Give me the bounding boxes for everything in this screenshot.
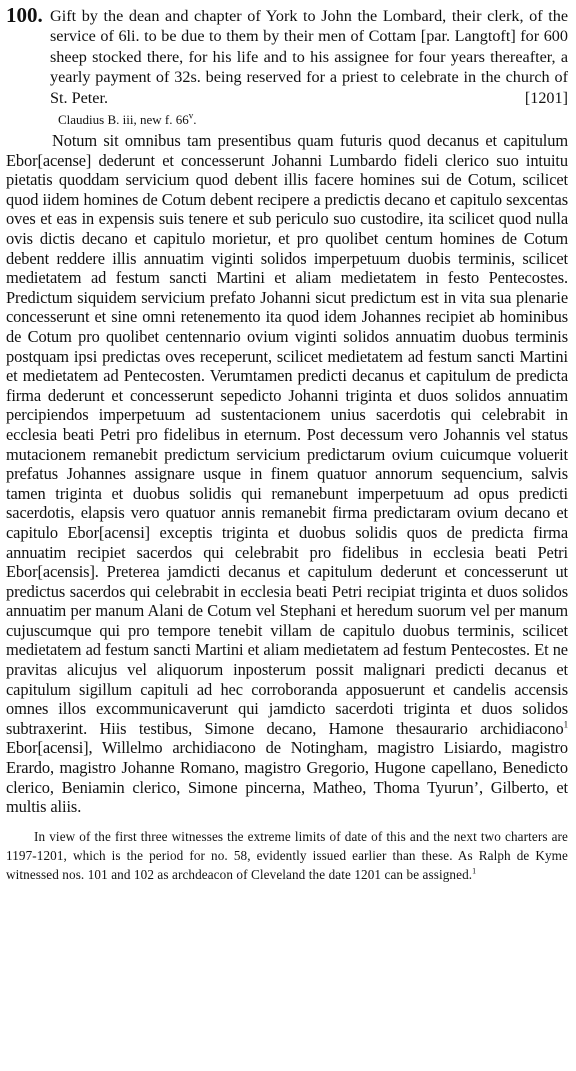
entry-summary [50,6,568,108]
note-footnote-mark: 1 [472,866,477,876]
source-ref-text: Claudius B. iii, new f. 66 [58,112,189,128]
charter-text-part2: Ebor[acensi], Willelmo archidiacono de Notingham, magistro Lisiardo, magistro Erardo, magistro Johanne Romano, magistro Gregorio, Hugone capellano, Benedicto clerico, Beniamin clerico, Simone pincerna, Matheo, Thoma Tyurun’, Gilberto, et multis aliis. [6,738,568,817]
charter-text [6,131,568,817]
source-ref-end: . [193,112,197,128]
entry-number: 100. [6,3,43,27]
source-reference [6,111,568,129]
entry-header [6,3,568,108]
entry-date: [1201] [524,88,568,107]
charter-text-part1: Notum sit omnibus tam presentibus quam futuris quod decanus et capitulum Ebor[acense] dederunt et concesserunt Johanni Lumbardo fideli clerico suo intuitu pietatis quoddam servicium quod debent illis facere homines sui de Cotum, scilicet quod iidem homines de Cotum debent recipere a predictis decano et capitulo sexcentas oves et eas in expensis suis tenere et sub periculo suo custodire, ita scilicet quod nulla ovis dictis decano et capitulo morietur, et pro quolibet centum homines de Cotum debent reddere illis annuatim viginti solidos imperpetuum duobis terminis, scilicet medietatem ad festum sancti Martini et aliam medietatem in festo Pentecostes. Predictum siquidem servicium prefato Johanni sicut predictum est in vita sua plenarie concesserunt et sine omni retenemento ita quod idem Johannes recipiet ab hominibus de Cotum pro quolibet centennario ovium viginti solidos annuatim duobus terminis postquam ipsi predictas oves receperunt, scilicet medietatem ad festum sancti Martini et medietatem ad Pentecosten. Verumtamen predicti decanus et capitulum de predicta firma dederunt et concesserunt sepedicto Johanni triginta et duos solidos annuatim percipiendos imperpetuum ad sustentacionem unius sacerdotis qui celebrabit in ecclesia beati Petri pro fidelibus in eternum. Post decessum vero Johannis vel status mutacionem remanebit predictum servicium predictarum ovium cuicumque voluerit prefatus Johannes assignare usque in finem quatuor annorum sequencium, salvis tamen triginta et duobus solidis qui remanebunt imperpetuum ad opus predicti sacerdotis, elapsis vero quatuor annis remanebit firma predictaram ovium decano et capitulo Ebor[acensi] exceptis triginta et duobus solidis quos de predicta firma annuatim recipiet sacerdos qui celebrabit pro fidelibus in ecclesia beati Petri Ebor[acensis]. Preterea jamdicti decanus et capitulum dederunt et concesserunt ut predictus sacerdos qui celebrabit in ecclesia beati Petri recipiat triginta et duos solidos annuatim per manum Alani de Cotum vel Stephani et heredum suorum vel per manum cujuscumque qui pro tempore tenebit villam de capitulo duobus terminis, scilicet medietatem ad festum sancti Martini et aliam medietatem ad festum Pentecostes. Et ne pravitas alicujus vel aliquorum inposterum possit malignari predicti decanus et capitulum sigillum capituli ad hec corroboranda apposuerunt et candelis accensis omnes illos excommunicaverunt qui jamdicto sacerdoti triginta et duos solidos subtraxerint. Hiis testibus, Simone decano, Hamone thesaurario archidiacono [6,131,568,738]
summary-text: Gift by the dean and chapter of York to John the Lombard, their clerk, of the service of 6li. to be due to them by their men of Cottam [par. Langtoft] for 600 sheep stocked there, for his life and to his assignee for four years thereafter, a yearly payment of 32s. being reserved for a priest to celebrate in the church of St. Peter. [50,7,568,107]
editorial-note [6,827,568,885]
note-text: In view of the first three witnesses the extreme limits of date of this and the next two charters are 1197-1201, which is the period for no. 58, evidently issued earlier than these. As Ralph de Kyme witnessed nos. 101 and 102 as archdeacon of Cleveland the date 1201 can be assigned. [6,828,568,883]
source-ref-verso: v [188,110,194,121]
footnote-mark: 1 [563,719,568,730]
